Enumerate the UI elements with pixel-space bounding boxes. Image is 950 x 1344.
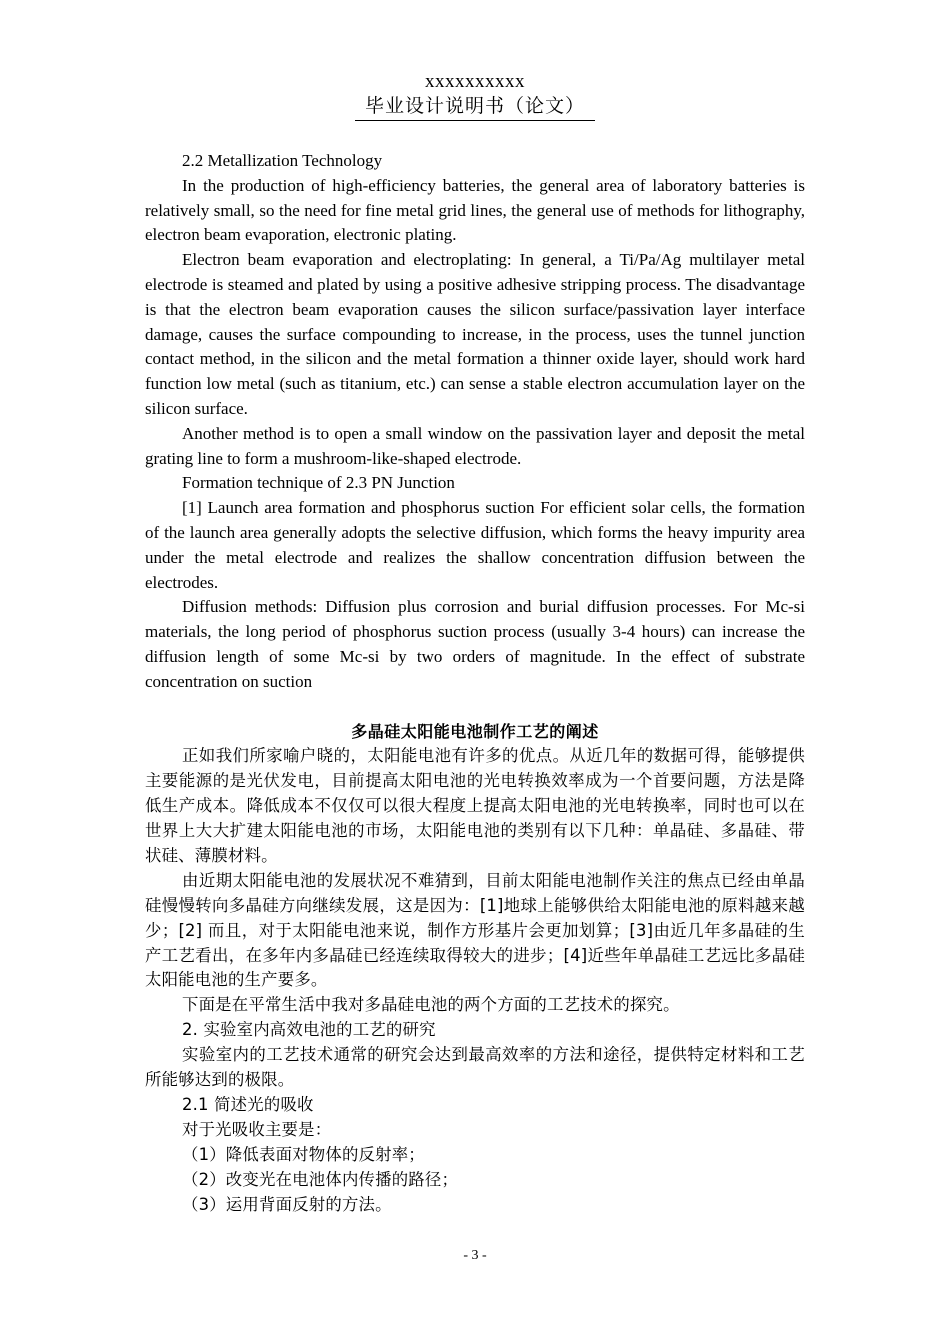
paragraph: 正如我们所家喻户晓的，太阳能电池有许多的优点。从近几年的数据可得，能够提供主要能源的是光伏发电，目前提高太阳电池的光电转换效率成为一个首要问题，方法是降低生产成本。降低成本不仅仅可以很大程度上提高太阳电池的光电转换率，同时也可以在世界上大大扩建太阳能电池的市场，太阳能电池的类别有以下几种：单晶硅、多晶硅、带状硅、薄膜材料。	[145, 746, 805, 865]
chinese-section	[145, 720, 805, 1218]
paragraph: Electron beam evaporation and electroplating: In general, a Ti/Pa/Ag multilayer metal electrode is steamed and plated by using a positive adhesive stripping process. The disadvantage is that the electron beam evaporation causes the silicon surface/passivation layer interface damage, causes the surface compounding to increase, in the process, uses the tunnel junction contact method, in the silicon and the metal formation a thinner oxide layer, should work hard function low metal (such as titanium, etc.) can sense a stable electron accumulation layer on the silicon surface.	[145, 250, 805, 418]
paragraph: 实验室内的工艺技术通常的研究会达到最高效率的方法和途径，提供特定材料和工艺所能够达到的极限。	[145, 1045, 805, 1090]
list-item: （3）运用背面反射的方法。	[182, 1194, 392, 1214]
paragraph: 对于光吸收主要是：	[182, 1119, 332, 1139]
subsection-heading: 2. 实验室内高效电池的工艺的研究	[182, 1020, 436, 1040]
section-heading-metallization: 2.2 Metallization Technology	[182, 151, 383, 170]
header-document-title: 毕业设计说明书（论文）	[355, 94, 595, 121]
paragraph: In the production of high-efficiency batteries, the general area of laboratory batteries is relatively small, so the need for fine metal grid lines, the general use of methods for lithography, electron beam evaporation, electronic plating.	[145, 175, 805, 245]
english-section	[145, 149, 805, 695]
paragraph: Diffusion methods: Diffusion plus corrosion and burial diffusion processes. For Mc-si materials, the long period of phosphorus suction process (usually 3-4 hours) can increase the diffusion length of some Mc-si by two orders of magnitude. In the effect of substrate concentration on suction	[145, 597, 805, 691]
section-heading-pn-junction: Formation technique of 2.3 PN Junction	[182, 473, 455, 493]
paragraph: 下面是在平常生活中我对多晶硅电池的两个方面的工艺技术的探究。	[182, 995, 680, 1015]
paragraph: Another method is to open a small window on the passivation layer and deposit the metal grating line to form a mushroom-like-shaped electrode.	[145, 423, 805, 468]
subsection-heading: 2.1 简述光的吸收	[182, 1095, 314, 1115]
header-school-name: xxxxxxxxxx	[425, 71, 525, 92]
page-number: - 3 -	[463, 1248, 487, 1263]
list-item: （2）改变光在电池体内传播的路径；	[182, 1169, 459, 1189]
chinese-section-heading: 多晶硅太阳能电池制作工艺的阐述	[351, 721, 599, 741]
page-header	[0, 70, 950, 121]
list-item: （1）降低表面对物体的反射率；	[182, 1144, 425, 1164]
section-spacer	[145, 695, 805, 720]
paragraph: [1] Launch area formation and phosphorus suction For efficient solar cells, the formation of the launch area generally adopts the selective diffusion, which forms the heavy impurity area under the metal electrode and realizes the shallow concentration diffusion between the electrodes.	[145, 498, 805, 592]
document-body	[145, 149, 805, 1218]
paragraph: 由近期太阳能电池的发展状况不难猜到，目前太阳能电池制作关注的焦点已经由单晶硅慢慢转向多晶硅方向继续发展，这是因为：[1]地球上能够供给太阳能电池的原料越来越少；[2] 而且，对于太阳能电池来说，制作方形基片会更加划算；[3]由近几年多晶硅的生产工艺看出，在多年内多晶硅已经连续取得较大的进步；[4]近些年单晶硅工艺远比多晶硅太阳能电池的生产要多。	[145, 870, 805, 990]
